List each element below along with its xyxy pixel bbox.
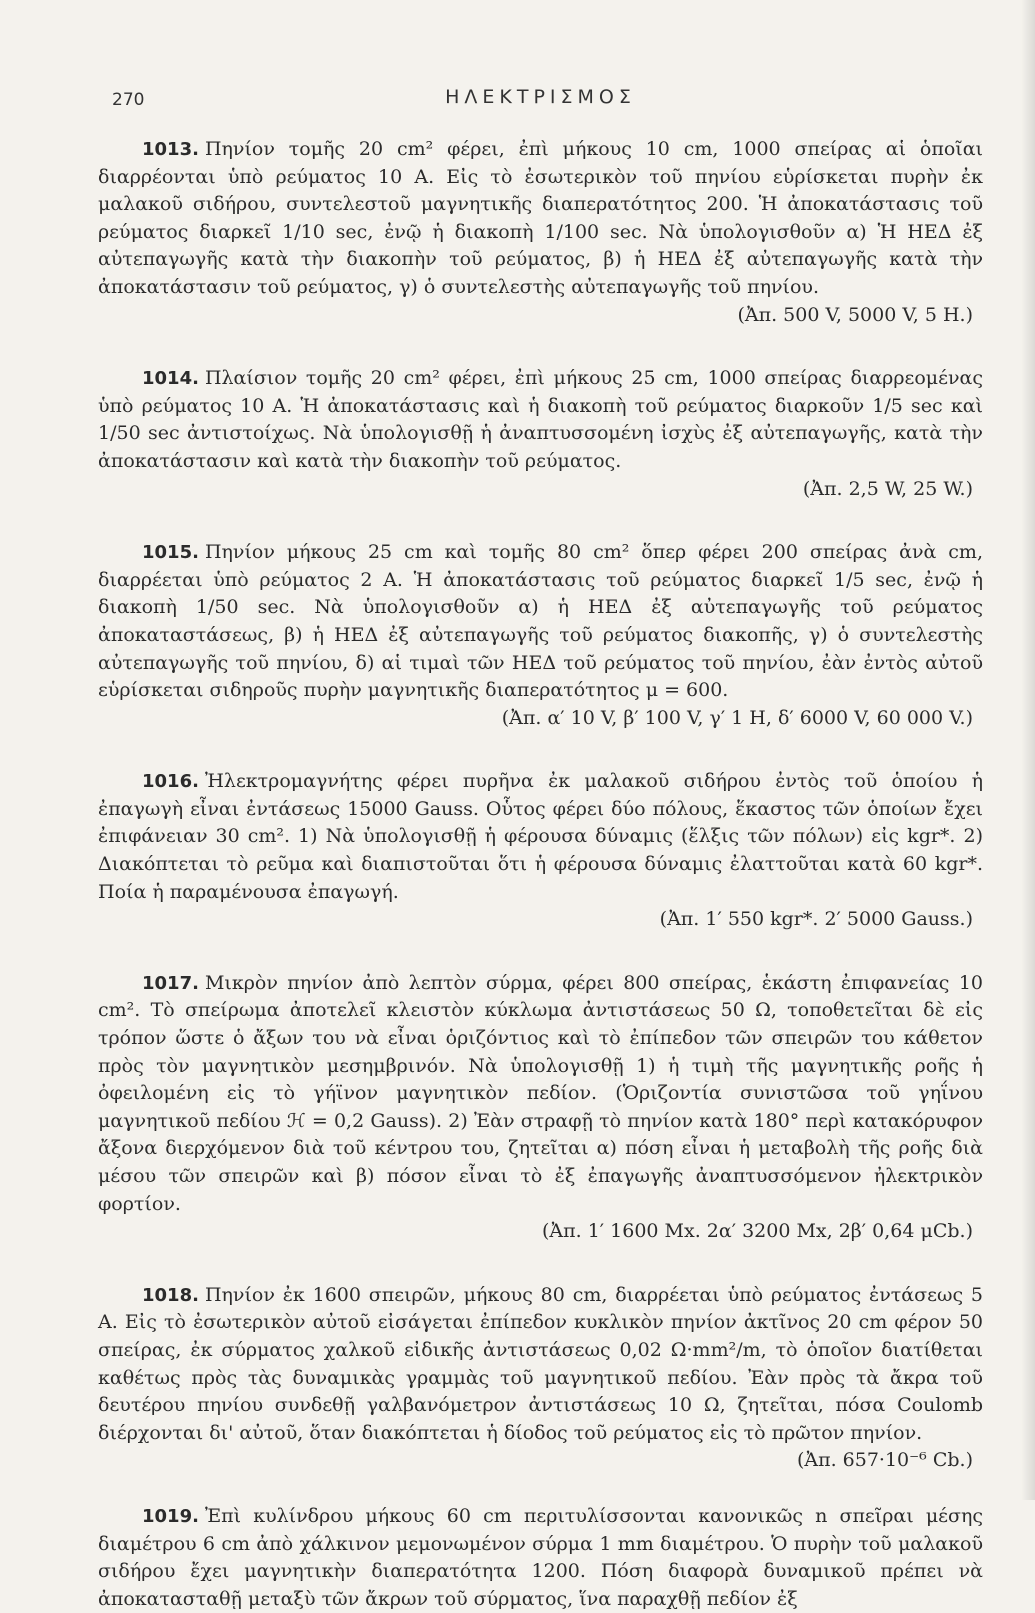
problem-answer: (Ἀπ. 657·10⁻⁶ Cb.)	[796, 1449, 973, 1472]
problem-body: Πηνίον ἐκ 1600 σπειρῶν, μήκους 80 cm, διαρρέεται ὑπὸ ρεύματος ἐντάσεως 5 A. Εἰς τὸ ἐσωτερικὸν αὐτοῦ εἰσάγεται ἐπίπεδον κυκλικὸν πηνίον ἀκτῖνος 20 cm φέρον 50 σπείρας, ἐκ σύρματος χαλκοῦ εἰδικῆς ἀντιστάσεως 0,02 Ω·mm²/m, τὸ ὁποῖον διατίθεται καθέτως πρὸς τὰς δυναμικὰς γραμμὰς τοῦ μαγνητικοῦ πεδίου. Ἐὰν πρὸς τὰ ἄκρα τοῦ δευτέρου πηνίου συνδεθῇ γαλβανόμετρον ἀντιστάσεως 10 Ω, ζητεῖται, πόσα Coulomb διέρχονται δι' αὐτοῦ, ὅταν διακόπτεται ἡ δίοδος τοῦ ρεύματος εἰς τὸ πρῶτον πηνίον.	[98, 1283, 983, 1444]
problem-number: 1018.	[142, 1284, 199, 1306]
problem-text	[98, 970, 983, 1218]
problem-number: 1017.	[142, 972, 199, 994]
problem-body: Ἠλεκτρομαγνήτης φέρει πυρῆνα ἐκ μαλακοῦ σιδήρου ἐντὸς τοῦ ὁποίου ἡ ἐπαγωγὴ εἶναι ἐντάσεως 15000 Gauss. Οὗτος φέρει δύο πόλους, ἕκαστος τῶν ὁποίων ἔχει ἐπιφάνειαν 30 cm². 1) Νὰ ὑπολογισθῇ ἡ φέρουσα δύναμις (ἕλξις τῶν πόλων) εἰς kgr*. 2) Διακόπτεται τὸ ρεῦμα καὶ διαπιστοῦται ὅτι ἡ φέρουσα δύναμις ἐλαττοῦται κατὰ 60 kgr*. Ποία ἡ παραμένουσα ἐπαγωγή.	[98, 770, 983, 903]
problem-number: 1015.	[142, 542, 199, 564]
problem-body: Πηνίον μήκους 25 cm καὶ τομῆς 80 cm² ὅπερ φέρει 200 σπείρας ἀνὰ cm, διαρρέεται ὑπὸ ρεύματος 2 A. Ἡ ἀποκατάστασις τοῦ ρεύματος διαρκεῖ 1/5 sec, ἐνῷ ἡ διακοπὴ 1/50 sec. Νὰ ὑπολογισθοῦν α) ἡ ΗΕΔ ἐξ αὐτεπαγωγῆς τοῦ ρεύματος ἀποκαταστάσεως, β) ἡ ΗΕΔ ἐξ αὐτεπαγωγῆς τοῦ ρεύματος διακοπῆς, γ) ὁ συντελεστὴς αὐτεπαγωγῆς τοῦ πηνίου, δ) αἱ τιμαὶ τῶν ΗΕΔ τοῦ ρεύματος τοῦ πηνίου, ἐὰν ἐντὸς αὐτοῦ εὑρίσκεται σιδηροῦς πυρὴν μαγνητικῆς διαπερατότητος μ = 600.	[98, 541, 983, 702]
problem-text	[98, 1282, 983, 1448]
problem-answer: (Ἀπ. 1′ 550 kgr*. 2′ 5000 Gauss.)	[659, 908, 973, 931]
problem-1015	[98, 539, 983, 732]
problem-1018	[98, 1282, 983, 1475]
problem-answer: (Ἀπ. 2,5 W, 25 W.)	[802, 477, 973, 500]
problem-1016	[98, 768, 983, 934]
problem-body: Ἐπὶ κυλίνδρου μήκους 60 cm περιτυλίσσονται κανονικῶς n σπεῖραι μέσης διαμέτρου 6 cm ἀπὸ χάλκινον μεμονωμένον σύρμα 1 mm διαμέτρου. Ὁ πυρὴν τοῦ μαλακοῦ σιδήρου ἔχει μαγνητικὴν διαπερατότητα 1200. Πόση διαφορὰ δυναμικοῦ πρέπει νὰ ἀποκατασταθῇ μεταξὺ τῶν ἄκρων τοῦ σύρματος, ἵνα παραχθῇ πεδίον ἐξ	[98, 1504, 984, 1610]
problem-text	[98, 1503, 983, 1613]
page-number: 270	[112, 90, 145, 110]
page-edge-shadow	[1021, 0, 1035, 1500]
problem-body: Μικρὸν πηνίον ἀπὸ λεπτὸν σύρμα, φέρει 800 σπείρας, ἑκάστη ἐπιφανείας 10 cm². Τὸ σπείρωμα ἀποτελεῖ κλειστὸν κύκλωμα ἀντιστάσεως 50 Ω, τοποθετεῖται δὲ εἰς τρόπον ὥστε ὁ ἄξων του νὰ εἶναι ὁριζόντιος καὶ τὸ ἐπίπεδον τῶν σπειρῶν του κάθετον πρὸς τὸν μαγνητικὸν μεσημβρινόν. Νὰ ὑπολογισθῇ 1) ἡ τιμὴ τῆς μαγνητικῆς ροῆς ἡ ὀφειλομένη εἰς τὸ γήϊνον μαγνητικὸν πεδίον. (Ὁριζοντία συνιστῶσα τοῦ γηΐνου μαγνητικοῦ πεδίου ℋ = 0,2 Gauss). 2) Ἐὰν στραφῇ τὸ πηνίον κατὰ 180° περὶ κατακόρυφον ἄξονα διερχόμενον διὰ τοῦ κέντρου του, ζητεῖται α) πόση εἶναι ἡ μεταβολὴ τῆς ροῆς διὰ μέσου τῶν σπειρῶν καὶ β) πόσον εἶναι τὸ ἐξ ἐπαγωγῆς ἀναπτυσσόμενον ἠλεκτρικὸν φορτίον.	[98, 971, 983, 1215]
problem-number: 1013.	[142, 139, 199, 160]
problem-body: Πλαίσιον τομῆς 20 cm² φέρει, ἐπὶ μήκους 25 cm, 1000 σπείρας διαρρεομένας ὑπὸ ρεύματος 10 A. Ἡ ἀποκατάστασις καὶ ἡ διακοπὴ τοῦ ρεύματος διαρκοῦν 1/5 sec καὶ 1/50 sec ἀντιστοίχως. Νὰ ὑπολογισθῇ ἡ ἀναπτυσσομένη ἰσχὺς ἐξ αὐτεπαγωγῆς, κατὰ τὴν ἀποκατάστασιν καὶ κατὰ τὴν διακοπὴν τοῦ ρεύματος.	[98, 367, 983, 472]
problem-text	[98, 768, 983, 906]
problem-text	[98, 136, 983, 302]
problem-number: 1016.	[142, 771, 199, 793]
problem-answer: (Ἀπ. 1′ 1600 Mx. 2α′ 3200 Mx, 2β′ 0,64 μCb.)	[542, 1220, 973, 1243]
problem-body: Πηνίον τομῆς 20 cm² φέρει, ἐπὶ μήκους 10 cm, 1000 σπείρας αἱ ὁποῖαι διαρρέονται ὑπὸ ρεύματος 10 A. Εἰς τὸ ἐσωτερικὸν τοῦ πηνίου εὑρίσκεται πυρὴν ἐκ μαλακοῦ σιδήρου, συντελεστοῦ μαγνητικῆς διαπερατότητος 200. Ἡ ἀποκατάστασις τοῦ ρεύματος διαρκεῖ 1/10 sec, ἐνῷ ἡ διακοπὴ 1/100 sec. Νὰ ὑπολογισθοῦν α) Ἡ ΗΕΔ ἐξ αὐτεπαγωγῆς κατὰ τὴν διακοπὴν τοῦ ρεύματος, β) ἡ ΗΕΔ ἐξ αὐτεπαγωγῆς κατὰ τὴν ἀποκατάστασιν τοῦ ρεύματος, γ) ὁ συντελεστὴς αὐτεπαγωγῆς τοῦ πηνίου.	[98, 138, 983, 298]
problem-text	[98, 539, 983, 705]
problem-1014	[98, 365, 983, 503]
running-head: ΗΛΕΚΤΡΙΣΜΟΣ	[445, 86, 636, 108]
problem-number: 1014.	[142, 368, 199, 390]
problem-answer: (Ἀπ. 500 V, 5000 V, 5 H.)	[737, 303, 973, 326]
problem-1019	[98, 1503, 983, 1613]
problem-answer: (Ἀπ. α′ 10 V, β′ 100 V, γ′ 1 H, δ′ 6000 V, 60 000 V.)	[501, 706, 973, 729]
problem-text	[98, 365, 983, 475]
problem-number: 1019.	[142, 1505, 199, 1527]
page-header	[98, 78, 983, 118]
problem-1013	[98, 136, 983, 329]
problem-1017	[98, 970, 983, 1246]
